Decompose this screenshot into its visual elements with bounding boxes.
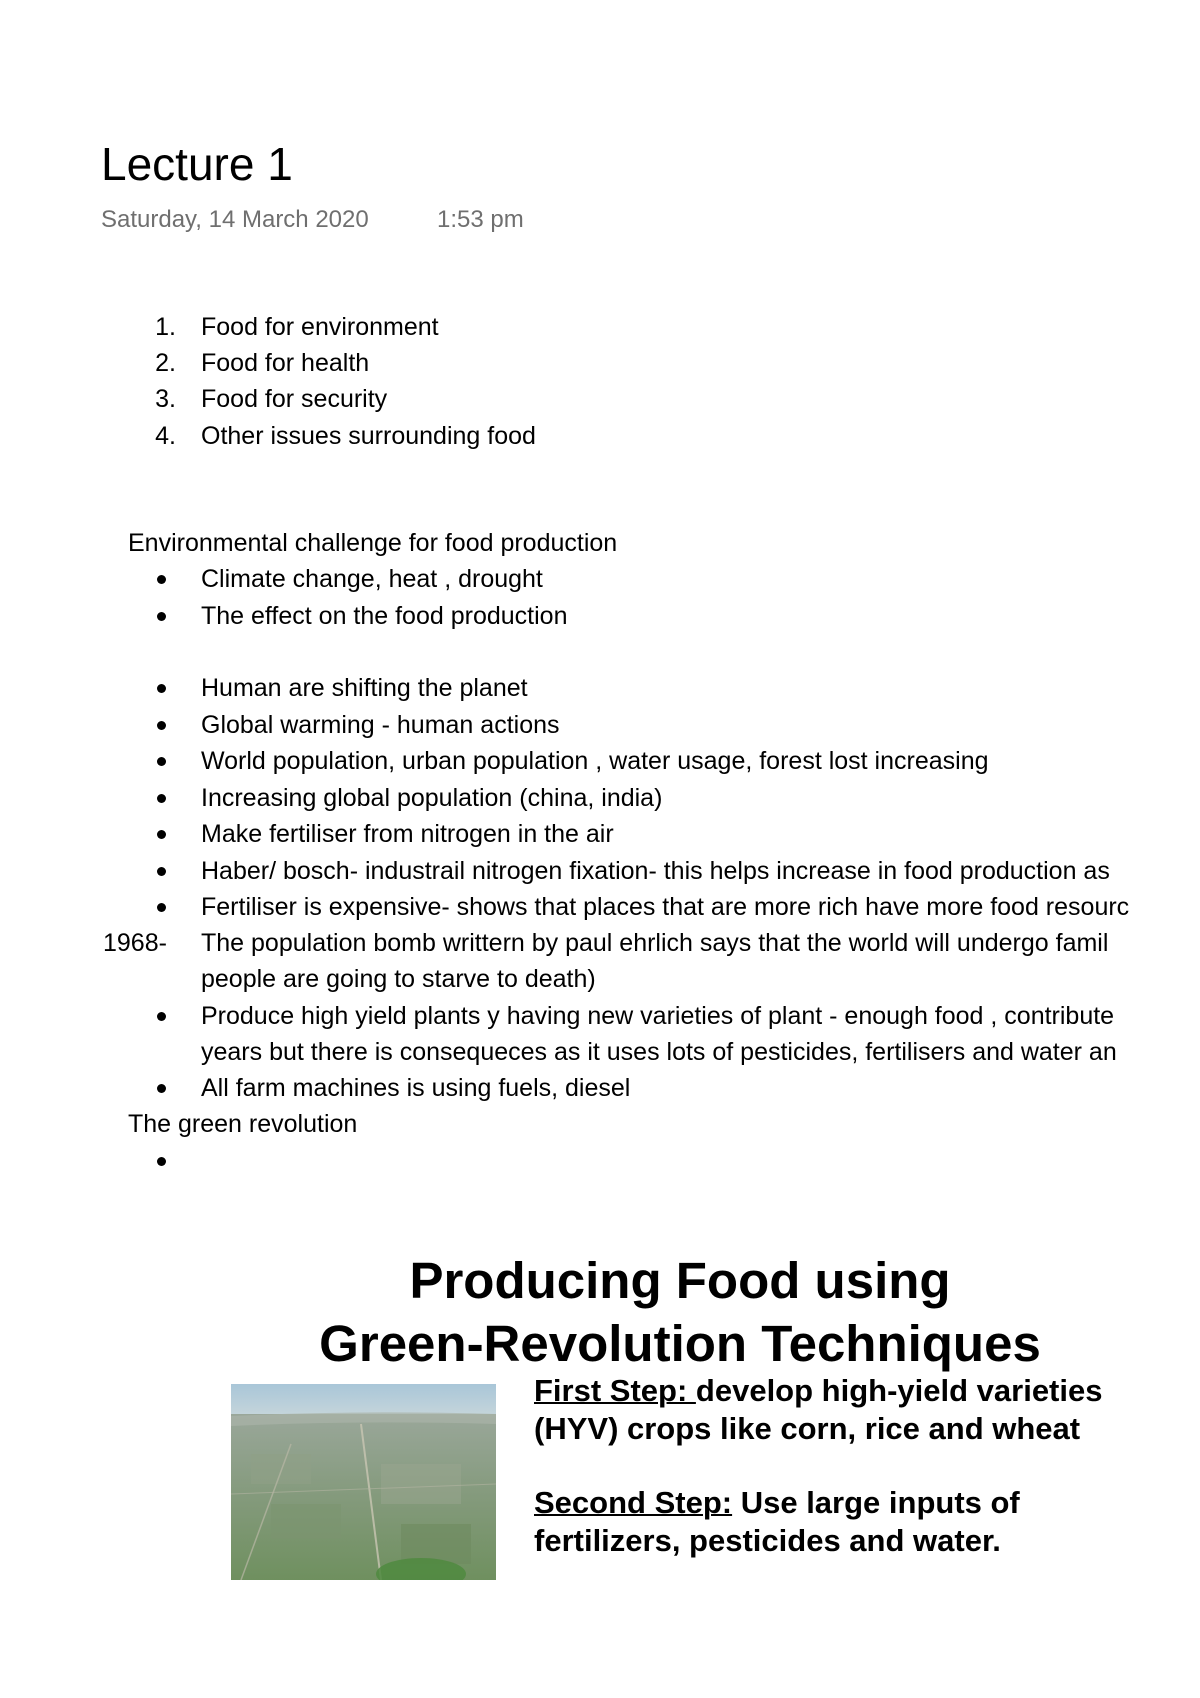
second-step-label: Second Step: (534, 1485, 733, 1520)
page-title: Lecture 1 (101, 138, 293, 190)
year-label: 1968- (103, 929, 167, 957)
topic-text: Food for security (201, 385, 388, 413)
list-item-text: Make fertiliser from nitrogen in the air (201, 820, 614, 848)
page-meta (101, 205, 524, 235)
slide-title-line1: Producing Food using (409, 1252, 951, 1309)
year-entry-text: The population bomb writtern by paul ehrlich says that the world will undergo famil (201, 929, 1109, 957)
bullet-icon (157, 867, 169, 879)
slide-title-line2: Green-Revolution Techniques (319, 1315, 1041, 1372)
green-heading-text: The green revolution (128, 1110, 358, 1138)
second-step-text: Use large inputs of (732, 1485, 1020, 1520)
list-item-text: Global warming - human actions (201, 711, 560, 739)
topic-text: Food for environment (201, 313, 439, 341)
list-item-text: Haber/ bosch- industrail nitrogen fixation- this helps increase in food production as (201, 857, 1110, 885)
list-item-text: Produce high yield plants y having new varieties of plant - enough food , contribute (201, 1002, 1115, 1030)
second-step-line2: fertilizers, pesticides and water. (534, 1523, 1001, 1558)
topic-text: Other issues surrounding food (201, 422, 536, 450)
list-item-text: All farm machines is using fuels, diesel (201, 1074, 631, 1102)
list-item-text: The effect on the food production (201, 602, 568, 630)
list-item-text: Climate change, heat , drought (201, 565, 543, 593)
list-item-text: Fertiliser is expensive- shows that places that are more rich have more food resourc (201, 893, 1130, 921)
list-item-text: years but there is consequeces as it uses lots of pesticides, fertilisers and water an (201, 1038, 1117, 1066)
bullet-icon (157, 721, 169, 733)
first-step-line2: (HYV) crops like corn, rice and wheat (534, 1411, 1081, 1446)
bullet-icon (157, 903, 169, 915)
first-step-line1 (534, 1372, 1102, 1410)
bullet-icon (157, 1012, 169, 1024)
topic-number: 4. (155, 422, 176, 450)
list-item-text: Increasing global population (china, india) (201, 784, 663, 812)
topic-number: 3. (155, 385, 176, 413)
page-date: Saturday, 14 March 2020 (101, 206, 369, 233)
aerial-farmland-photo (231, 1384, 496, 1580)
topic-number: 1. (155, 313, 176, 341)
list-item-text: World population, urban population , water usage, forest lost increasing (201, 747, 989, 775)
year-entry-text: people are going to starve to death) (201, 965, 596, 993)
bullet-icon (157, 612, 169, 624)
bullet-icon (157, 794, 169, 806)
bullet-icon (157, 1084, 169, 1096)
env-heading-text: Environmental challenge for food production (128, 529, 618, 557)
topic-number: 2. (155, 349, 176, 377)
second-step-line1 (534, 1484, 1020, 1522)
bullet-icon (157, 757, 169, 769)
bullet-icon (157, 1157, 169, 1169)
first-step-label: First Step: (534, 1373, 696, 1408)
first-step-text: develop high-yield varieties (695, 1373, 1103, 1408)
bullet-icon (157, 575, 169, 587)
page-time: 1:53 pm (437, 206, 524, 233)
bullet-icon (157, 830, 169, 842)
list-item-text: Human are shifting the planet (201, 674, 528, 702)
topic-text: Food for health (201, 349, 370, 377)
bullet-icon (157, 684, 169, 696)
